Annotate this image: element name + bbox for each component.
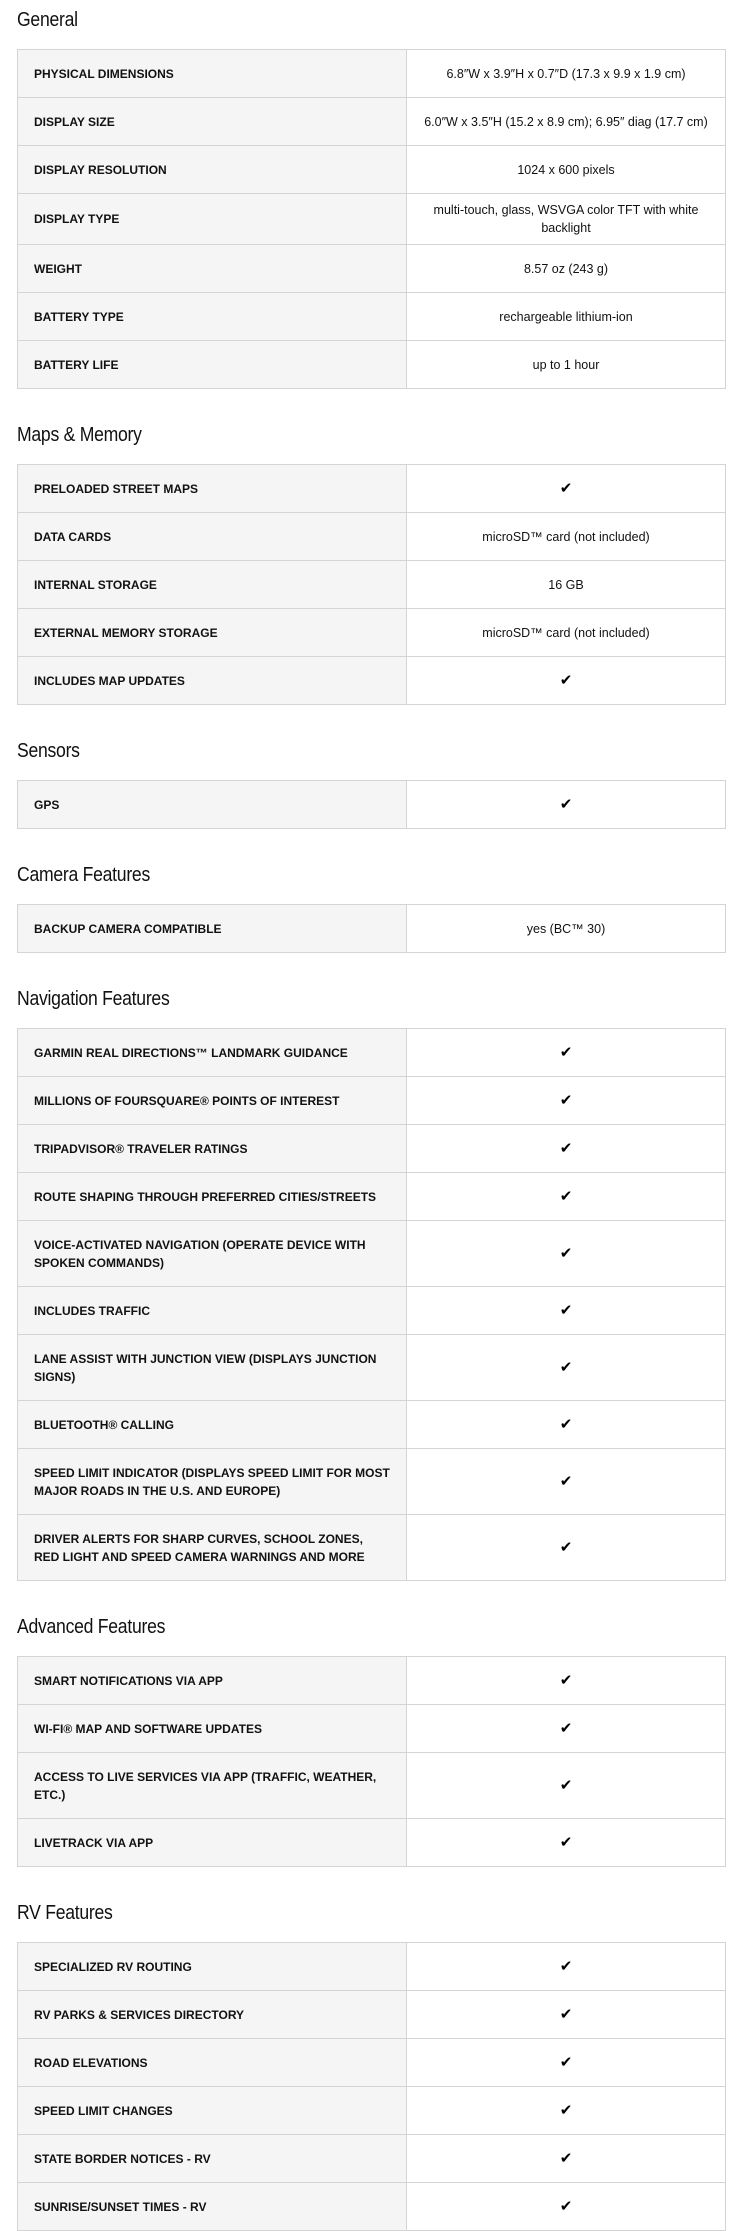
spec-value: [407, 609, 726, 657]
spec-value-check: [407, 2087, 726, 2135]
spec-row: [18, 1173, 726, 1221]
spec-label: INCLUDES MAP UPDATES: [18, 657, 407, 705]
spec-label: ACCESS TO LIVE SERVICES VIA APP (TRAFFIC, WEATHER, ETC.): [18, 1753, 407, 1819]
spec-row: [18, 1705, 726, 1753]
spec-label: RV PARKS & SERVICES DIRECTORY: [18, 1991, 407, 2039]
spec-row: [18, 1991, 726, 2039]
checkmark-icon: ✔: [559, 1090, 573, 1109]
spec-row: [18, 1943, 726, 1991]
spec-row: [18, 194, 726, 245]
spec-value-text: multi-touch, glass, WSVGA color TFT with white backlight: [433, 203, 699, 235]
checkmark-icon: ✔: [559, 1718, 573, 1737]
spec-label: SPECIALIZED RV ROUTING: [18, 1943, 407, 1991]
spec-row: [18, 1753, 726, 1819]
spec-value: [407, 98, 726, 146]
spec-section: [17, 1581, 726, 1867]
spec-row: [18, 245, 726, 293]
spec-label: STATE BORDER NOTICES - RV: [18, 2135, 407, 2183]
spec-value-text: 8.57 oz (243 g): [523, 261, 609, 276]
spec-table: [17, 904, 726, 953]
spec-label: VOICE-ACTIVATED NAVIGATION (OPERATE DEVICE WITH SPOKEN COMMANDS): [18, 1221, 407, 1287]
spec-row: [18, 1029, 726, 1077]
spec-row: [18, 2183, 726, 2231]
spec-label: TRIPADVISOR® TRAVELER RATINGS: [18, 1125, 407, 1173]
spec-row: [18, 2087, 726, 2135]
spec-row: [18, 1449, 726, 1515]
spec-row: [18, 293, 726, 341]
checkmark-icon: ✔: [559, 2100, 573, 2119]
checkmark-icon: ✔: [559, 794, 573, 813]
spec-label: BATTERY LIFE: [18, 341, 407, 389]
checkmark-icon: ✔: [559, 1537, 573, 1556]
spec-row: [18, 98, 726, 146]
spec-label: BATTERY TYPE: [18, 293, 407, 341]
spec-section: [17, 1867, 726, 2231]
spec-label: DISPLAY TYPE: [18, 194, 407, 245]
spec-row: [18, 1515, 726, 1581]
spec-row: [18, 561, 726, 609]
spec-value-check: [407, 2183, 726, 2231]
checkmark-icon: ✔: [559, 1775, 573, 1794]
spec-label: DRIVER ALERTS FOR SHARP CURVES, SCHOOL ZONES, RED LIGHT AND SPEED CAMERA WARNINGS AND MORE: [18, 1515, 407, 1581]
section-title: RV Features: [17, 1902, 113, 1924]
spec-label: SPEED LIMIT CHANGES: [18, 2087, 407, 2135]
spec-value-check: [407, 465, 726, 513]
spec-value-check: [407, 1077, 726, 1125]
section-title: Advanced Features: [17, 1616, 166, 1638]
spec-value: [407, 513, 726, 561]
checkmark-icon: ✔: [559, 1300, 573, 1319]
spec-row: [18, 513, 726, 561]
spec-label: SMART NOTIFICATIONS VIA APP: [18, 1657, 407, 1705]
spec-label: WEIGHT: [18, 245, 407, 293]
spec-label: ROAD ELEVATIONS: [18, 2039, 407, 2087]
spec-value-check: [407, 1287, 726, 1335]
spec-label: DISPLAY RESOLUTION: [18, 146, 407, 194]
checkmark-icon: ✔: [559, 1138, 573, 1157]
checkmark-icon: ✔: [559, 1471, 573, 1490]
spec-label: LANE ASSIST WITH JUNCTION VIEW (DISPLAYS JUNCTION SIGNS): [18, 1335, 407, 1401]
section-title: Navigation Features: [17, 988, 170, 1010]
spec-table: [17, 49, 726, 389]
spec-value-check: [407, 1753, 726, 1819]
spec-value-check: [407, 1221, 726, 1287]
spec-section: [17, 705, 726, 829]
checkmark-icon: ✔: [559, 1042, 573, 1061]
spec-table: [17, 464, 726, 705]
checkmark-icon: ✔: [559, 1243, 573, 1262]
spec-value-check: [407, 1173, 726, 1221]
spec-section: [17, 0, 726, 389]
checkmark-icon: ✔: [559, 1670, 573, 1689]
spec-value-check: [407, 1991, 726, 2039]
spec-row: [18, 657, 726, 705]
spec-table: [17, 1028, 726, 1581]
spec-value-check: [407, 1335, 726, 1401]
spec-label: PRELOADED STREET MAPS: [18, 465, 407, 513]
spec-value-check: [407, 1401, 726, 1449]
spec-value-text: microSD™ card (not included): [482, 625, 650, 640]
checkmark-icon: ✔: [559, 670, 573, 689]
spec-label: BACKUP CAMERA COMPATIBLE: [18, 905, 407, 953]
spec-row: [18, 146, 726, 194]
spec-row: [18, 1819, 726, 1867]
checkmark-icon: ✔: [559, 2148, 573, 2167]
spec-label: EXTERNAL MEMORY STORAGE: [18, 609, 407, 657]
spec-label: PHYSICAL DIMENSIONS: [18, 50, 407, 98]
spec-value: [407, 146, 726, 194]
spec-value-text: rechargeable lithium-ion: [499, 309, 633, 324]
spec-value: [407, 905, 726, 953]
checkmark-icon: ✔: [559, 2004, 573, 2023]
spec-label: DISPLAY SIZE: [18, 98, 407, 146]
spec-row: [18, 781, 726, 829]
spec-label: ROUTE SHAPING THROUGH PREFERRED CITIES/STREETS: [18, 1173, 407, 1221]
spec-label: WI-FI® MAP AND SOFTWARE UPDATES: [18, 1705, 407, 1753]
checkmark-icon: ✔: [559, 478, 573, 497]
section-title: Maps & Memory: [17, 424, 142, 446]
spec-section: [17, 829, 726, 953]
spec-row: [18, 609, 726, 657]
spec-section: [17, 953, 726, 1581]
spec-label: LIVETRACK VIA APP: [18, 1819, 407, 1867]
spec-section: [17, 389, 726, 705]
spec-value: [407, 50, 726, 98]
spec-value-check: [407, 1125, 726, 1173]
section-title: Camera Features: [17, 864, 150, 886]
spec-label: MILLIONS OF FOURSQUARE® POINTS OF INTEREST: [18, 1077, 407, 1125]
spec-row: [18, 1657, 726, 1705]
spec-table: [17, 1656, 726, 1867]
spec-label: DATA CARDS: [18, 513, 407, 561]
spec-value-check: [407, 1449, 726, 1515]
spec-value: [407, 194, 726, 245]
spec-value: [407, 245, 726, 293]
spec-label: SUNRISE/SUNSET TIMES - RV: [18, 2183, 407, 2231]
spec-value-text: 6.8″W x 3.9″H x 0.7″D (17.3 x 9.9 x 1.9 cm): [446, 66, 686, 81]
spec-label: INTERNAL STORAGE: [18, 561, 407, 609]
spec-label: INCLUDES TRAFFIC: [18, 1287, 407, 1335]
spec-row: [18, 1125, 726, 1173]
spec-row: [18, 2039, 726, 2087]
spec-value: [407, 293, 726, 341]
checkmark-icon: ✔: [559, 1186, 573, 1205]
checkmark-icon: ✔: [559, 1956, 573, 1975]
spec-row: [18, 1077, 726, 1125]
spec-row: [18, 1287, 726, 1335]
spec-value-text: up to 1 hour: [532, 357, 600, 372]
spec-value-text: 6.0″W x 3.5″H (15.2 x 8.9 cm); 6.95″ diag (17.7 cm): [424, 114, 708, 129]
spec-value-check: [407, 1515, 726, 1581]
spec-label: GARMIN REAL DIRECTIONS™ LANDMARK GUIDANCE: [18, 1029, 407, 1077]
section-title: General: [17, 9, 78, 31]
spec-value-check: [407, 1819, 726, 1867]
spec-value-check: [407, 1657, 726, 1705]
spec-table: [17, 780, 726, 829]
spec-value-check: [407, 2135, 726, 2183]
checkmark-icon: ✔: [559, 1832, 573, 1851]
spec-label: BLUETOOTH® CALLING: [18, 1401, 407, 1449]
spec-row: [18, 50, 726, 98]
checkmark-icon: ✔: [559, 1414, 573, 1433]
spec-label: SPEED LIMIT INDICATOR (DISPLAYS SPEED LIMIT FOR MOST MAJOR ROADS IN THE U.S. AND EUROPE): [18, 1449, 407, 1515]
spec-value-check: [407, 1029, 726, 1077]
spec-value-check: [407, 1705, 726, 1753]
spec-value-text: microSD™ card (not included): [482, 529, 650, 544]
checkmark-icon: ✔: [559, 2052, 573, 2071]
checkmark-icon: ✔: [559, 2196, 573, 2215]
spec-value-check: [407, 657, 726, 705]
spec-row: [18, 2135, 726, 2183]
spec-value-text: 16 GB: [548, 577, 584, 592]
spec-row: [18, 905, 726, 953]
spec-label: GPS: [18, 781, 407, 829]
spec-value: [407, 561, 726, 609]
section-title: Sensors: [17, 740, 80, 762]
spec-value-check: [407, 1943, 726, 1991]
spec-row: [18, 1401, 726, 1449]
spec-value-check: [407, 781, 726, 829]
spec-value-text: yes (BC™ 30): [526, 921, 606, 936]
spec-table: [17, 1942, 726, 2231]
spec-row: [18, 465, 726, 513]
spec-row: [18, 1221, 726, 1287]
spec-value: [407, 341, 726, 389]
spec-row: [18, 1335, 726, 1401]
checkmark-icon: ✔: [559, 1357, 573, 1376]
spec-value-check: [407, 2039, 726, 2087]
spec-row: [18, 341, 726, 389]
spec-value-text: 1024 x 600 pixels: [517, 162, 615, 177]
